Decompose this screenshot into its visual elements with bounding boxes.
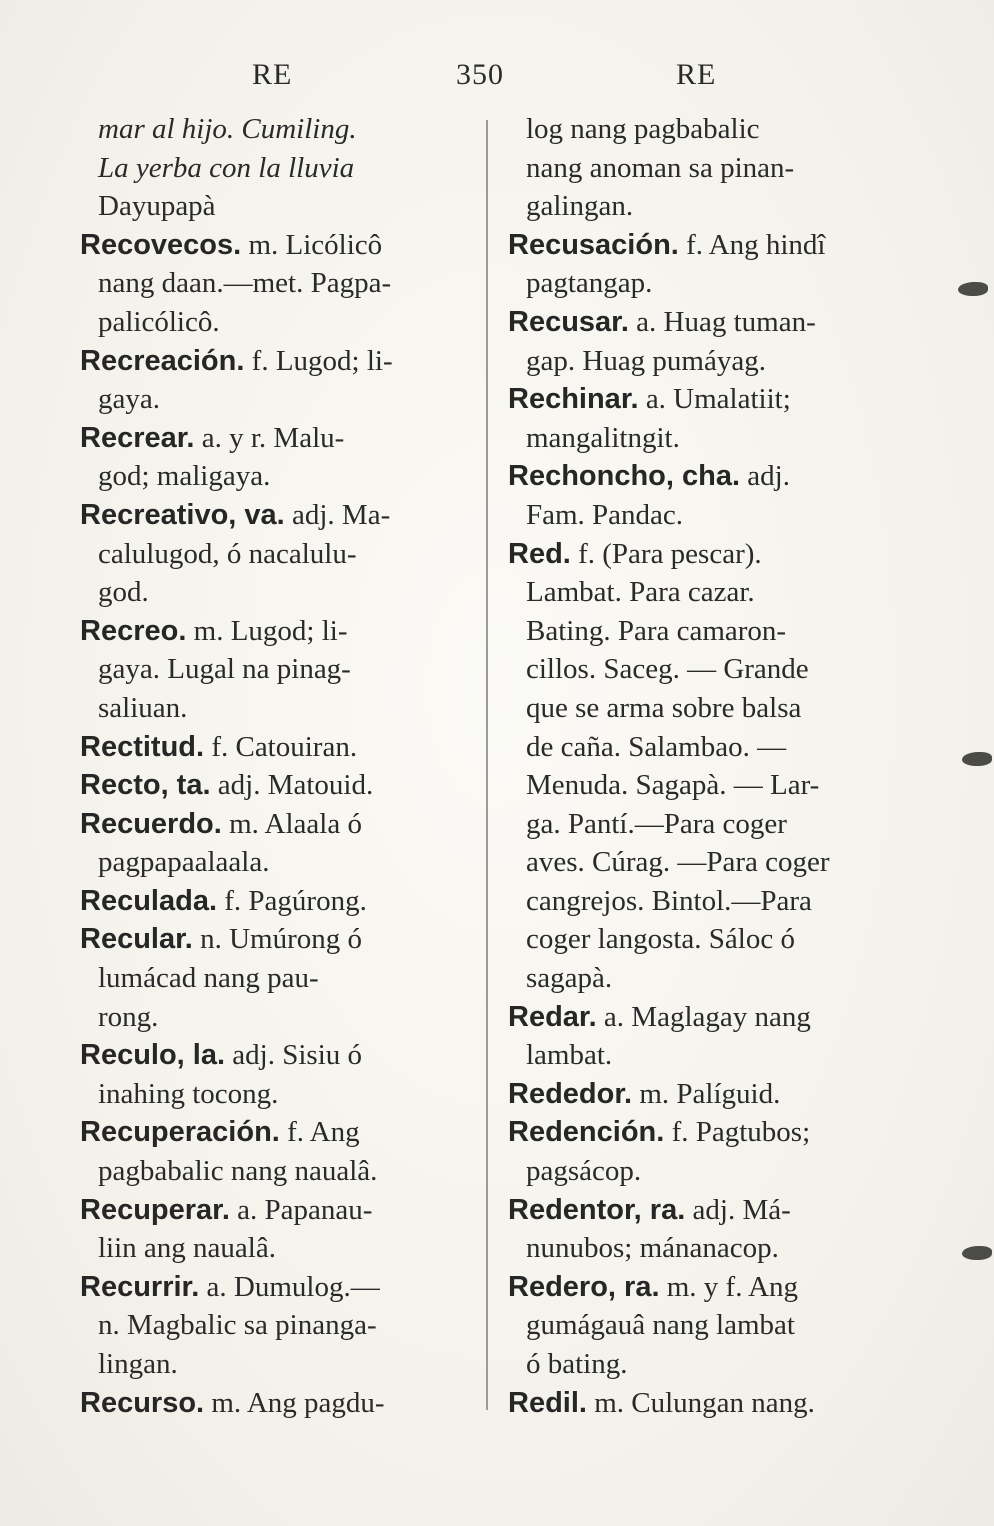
definition-text: n. Umúrong ó [192,923,363,956]
definition-text: a. Maglagay nang [596,1000,811,1033]
entry-headword-line [508,1191,908,1230]
entry-line: coger langosta. Sáloc ó [526,923,795,956]
headword: Recreación. [80,344,245,377]
headword: Recular. [80,923,193,956]
entry-line: Fam. Pandac. [526,498,684,531]
entry-line: inahing tocong. [98,1077,279,1110]
headword: Rededor. [508,1077,633,1110]
entry-line: saliuan. [98,691,188,724]
entry-line: sagapà. [526,962,613,995]
headword: Recuerdo. [80,807,222,840]
left-column [80,110,475,1422]
entry-line: que se arma sobre balsa [526,691,802,724]
margin-blot-mark [958,282,988,296]
definition-text: a. Dumulog.— [199,1270,380,1303]
headword: Recusar. [508,305,629,338]
definition-text: f. Pagúrong. [217,884,367,917]
entry-headword-line [80,1191,475,1230]
column-divider [486,120,488,1410]
entry-line: god. [98,576,149,609]
entry-line: Lambat. Para cazar. [526,576,755,609]
definition-text: m. Lugod; li- [186,614,348,647]
entry-line: nang daan.—met. Pagpa- [98,267,392,300]
definition-text: m. Licólicô [241,228,383,261]
definition-text: f. Pagtubos; [664,1116,811,1149]
entry-line: gaya. Lugal na pinag- [98,653,351,686]
headword: Redar. [508,1000,597,1033]
entry-line: rong. [98,1000,159,1033]
entry-headword-line [80,1384,475,1423]
entry-headword-line [508,1268,908,1307]
entry-headword-line [80,419,475,458]
entry-headword-line [508,998,908,1037]
entry-line: lingan. [98,1348,178,1380]
entry-line: ga. Pantí.—Para coger [526,807,787,840]
entry-line: galingan. [526,190,634,223]
entry-headword-line [80,226,475,265]
entry-line: god; maligaya. [98,460,271,493]
entry-line: gap. Huag pumáyag. [526,344,766,377]
entry-headword-line [80,1113,475,1152]
entry-line: lambat. [526,1039,613,1072]
entry-line [80,110,475,149]
headword: Recuperación. [80,1116,280,1149]
headword: Recreo. [80,614,187,647]
entry-headword-line [80,766,475,805]
headword: Redero, ra. [508,1270,660,1303]
entry-headword-line [508,1075,908,1114]
entry-line: nang anoman sa pinan- [526,151,795,184]
entry-headword-line [80,1036,475,1075]
headword: Recovecos. [80,228,242,261]
entry-headword-line [508,535,908,574]
entry-line: pagpapaalaala. [98,846,270,879]
running-header [0,58,994,98]
headword: Redención. [508,1116,665,1149]
headword: Red. [508,537,571,570]
entry-headword-line [80,805,475,844]
entry-text: mar al hijo. Cumiling. [98,113,357,145]
entry-line: La yerba con la lluvia [98,151,355,184]
definition-text: m. Palíguid. [632,1077,781,1110]
definition-text: a. Umalatiit; [638,383,791,416]
headword: Recusación. [508,228,679,261]
entry-line: pagbabalic nang naualâ. [98,1155,378,1188]
definition-text: m. Culungan nang. [586,1386,815,1419]
entry-headword-line [80,920,475,959]
headword: Recrear. [80,421,195,454]
definition-text: adj. [740,460,790,493]
entry-line: cillos. Saceg. — Grande [526,653,809,686]
headword: Reculo, la. [80,1039,226,1072]
entry-headword-line [508,226,908,265]
definition-text: m. Alaala ó [221,807,362,840]
headword: Redil. [508,1386,587,1419]
headword: Reculada. [80,884,217,917]
headword: Recto, ta. [80,769,211,802]
entry-headword-line [508,1384,908,1423]
entry-headword-line [80,496,475,535]
entry-line: calulugod, ó nacalulu- [98,537,357,570]
definition-text: adj. Sisiu ó [225,1039,363,1072]
entry-headword-line [508,1113,908,1152]
entry-line: gumágauâ nang lambat [526,1309,795,1342]
entry-line: pagsácop. [526,1155,642,1188]
definition-text: f. Ang hindî [678,228,826,261]
headword: Rechinar. [508,383,639,416]
definition-text: m. y f. Ang [659,1270,799,1303]
headword: Rechoncho, cha. [508,460,741,493]
entry-headword-line [508,303,908,342]
entry-line: Dayupapà [98,190,216,223]
headword: Redentor, ra. [508,1193,686,1226]
headword: Recuperar. [80,1193,230,1226]
margin-blot-mark [962,752,992,766]
entry-line: Bating. Para camaron- [526,614,787,647]
entry-line: nunubos; mánanacop. [526,1232,779,1265]
header-left-guide: RE [252,58,293,91]
right-column [508,110,908,1422]
entry-line: aves. Cúrag. —Para coger [526,846,830,879]
entry-headword-line [80,728,475,767]
headword: Recurrir. [80,1270,200,1303]
margin-blot-mark [962,1246,992,1260]
entry-headword-line [508,380,908,419]
entry-line: cangrejos. Bintol.—Para [526,884,812,917]
headword: Recurso. [80,1386,205,1419]
definition-text: m. Ang pagdu- [204,1386,385,1419]
header-right-guide: RE [676,58,717,91]
headword: Rectitud. [80,730,205,763]
entry-line: mangalitngit. [526,421,680,454]
entry-headword-line [80,882,475,921]
entry-line: de caña. Salambao. — [526,730,787,763]
entry-headword-line [80,342,475,381]
entry-headword-line [80,612,475,651]
headword: Recreativo, va. [80,498,285,531]
entry-line: ó bating. [526,1348,628,1380]
definition-text: adj. Ma- [284,498,391,531]
page-number: 350 [456,58,504,91]
definition-text: a. Huag tuman- [628,305,816,338]
definition-text: f. (Para pescar). [570,537,762,570]
definition-text: f. Lugod; li- [244,344,393,377]
entry-line: palicólicô. [98,305,220,338]
definition-text: f. Catouiran. [204,730,358,763]
definition-text: adj. Má- [685,1193,791,1226]
entry-line: pagtangap. [526,267,653,300]
entry-line: lumácad nang pau- [98,962,319,995]
entry-line: liin ang naualâ. [98,1232,276,1265]
entry-headword-line [508,457,908,496]
definition-text: a. y r. Malu- [194,421,345,454]
entry-line: Menuda. Sagapà. — Lar- [526,769,820,802]
definition-text: a. Papanau- [229,1193,373,1226]
entry-headword-line [80,1268,475,1307]
entry-line: n. Magbalic sa pinanga- [98,1309,377,1342]
definition-text: f. Ang [279,1116,360,1149]
definition-text: adj. Matouid. [210,769,374,802]
entry-line: gaya. [98,383,160,416]
entry-line: log nang pagbabalic [526,113,760,145]
